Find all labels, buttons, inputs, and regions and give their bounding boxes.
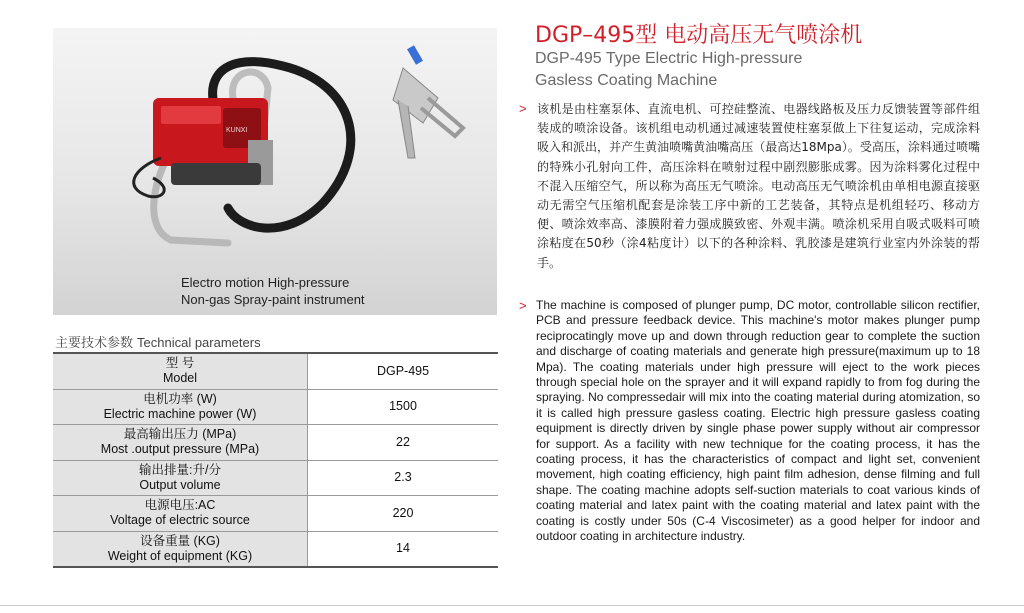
- row-value: 1500: [308, 389, 499, 425]
- label-en: Weight of equipment (KG): [107, 548, 253, 563]
- row-value: 220: [308, 496, 499, 532]
- label-zh: 电源电压:AC: [144, 498, 216, 513]
- specs-table: [53, 352, 498, 568]
- row-value: 2.3: [308, 460, 499, 496]
- title-en-line-2: Gasless Coating Machine: [535, 72, 718, 89]
- caption-line-2: Non-gas Spray-paint instrument: [181, 292, 365, 307]
- table-row: [53, 531, 498, 567]
- row-value: DGP-495: [308, 353, 499, 389]
- label-zh: 最高输出压力 (MPa): [123, 427, 237, 442]
- title-en-line-1: DGP-495 Type Electric High-pressure: [535, 50, 803, 67]
- row-label: [53, 425, 308, 461]
- brand-label: KUNXI: [226, 127, 248, 134]
- label-zh: 输出排量:升/分: [139, 462, 221, 477]
- label-en: Output volume: [139, 477, 221, 492]
- table-row: [53, 353, 498, 389]
- bullet-arrow-icon: >: [519, 101, 527, 116]
- label-en: Most .output pressure (MPa): [100, 442, 260, 457]
- specs-heading: [55, 332, 261, 351]
- label-en: Voltage of electric source: [110, 513, 250, 528]
- row-label: [53, 353, 308, 389]
- row-label: [53, 460, 308, 496]
- caption-line-1: Electro motion High-pressure: [181, 275, 350, 290]
- row-label: [53, 531, 308, 567]
- description-en: The machine is composed of plunger pump, DC motor, controllable silicon rectifier, PCB and pressure feedback device. This machine's motor makes plunger pump reciprocatingly move up and down through reduction gear to complete the suction and discharge of coating materials and generate high pressure(maximum up to 18 Mpa). The coating materials under high pressure will eject to the work pieces through special hole on the sprayer and it will expand rapidly to from fog during the spraying. No compressedair will mix into the coating material during atomization, so it is called high pressure gasless coating. Electric high pressure gasless coating equipment is directly driven by single phase power supply without air compressor for support. As a facility with new technique for the coating process, it has the coating process, it has the characteristics of compact and light set, convenient movement, high coating efficiency, high paint film adhesion, dense filming and full shape. The coating machine adopts self-suction materials to coat various kinds of coating material and latex paint with the coating material and latex paint with the coating is costly under 50s (C-4 Viscosimeter) as a good helper for indoor and outdoor coating in architecture industry.: [536, 298, 980, 544]
- page-title-zh: DGP–495型 电动高压无气喷涂机: [535, 23, 863, 48]
- label-zh: 型 号: [165, 356, 195, 371]
- label-zh: 设备重量 (KG): [140, 533, 220, 548]
- product-photo-panel: [53, 28, 497, 315]
- bullet-arrow-icon: >: [519, 298, 527, 313]
- specs-heading-zh: 主要技术参数: [55, 335, 134, 350]
- label-en: Model: [162, 371, 198, 386]
- row-label: [53, 496, 308, 532]
- divider: [0, 605, 1024, 606]
- description-zh: 该机是由柱塞泵体、直流电机、可控硅整流、电器线路板及压力反馈装置等部件组装成的喷涂设备。该机组电动机通过减速装置使柱塞泵做上下往复运动，完成涂料吸入和派出，并产生黄油喷嘴黄油嘴高压（最高达18Mpa）。受高压，涂料通过喷嘴的特殊小孔射向工件，高压涂料在喷射过程中剧烈膨胀成雾。因为涂料雾化过程中不混入压缩空气，所以称为高压无气喷涂。电动高压无气喷涂机由单相电源直接驱动无需空气压缩机配套是涂装工序中新的工艺装备，其特点是机组轻巧、移动方便、喷涂效率高、漆膜附着力强成膜致密、外观丰满。喷涂机采用自吸式吸料可喷涂粘度在50秒（涂4粘度计）以下的各种涂料、乳胶漆是建筑行业室内外涂装的帮手。: [537, 102, 980, 270]
- photo-caption: [181, 274, 365, 308]
- row-value: 14: [308, 531, 499, 567]
- row-value: 22: [308, 425, 499, 461]
- table-row: [53, 460, 498, 496]
- table-row: [53, 425, 498, 461]
- table-row: [53, 496, 498, 532]
- spray-gun: [393, 45, 463, 158]
- table-row: [53, 389, 498, 425]
- specs-heading-en: Technical parameters: [137, 335, 261, 350]
- label-en: Electric machine power (W): [103, 406, 257, 421]
- page-title-en: [535, 48, 802, 92]
- row-label: [53, 389, 308, 425]
- sprayer-illustration: [53, 28, 497, 315]
- label-zh: 电机功率 (W): [143, 391, 217, 406]
